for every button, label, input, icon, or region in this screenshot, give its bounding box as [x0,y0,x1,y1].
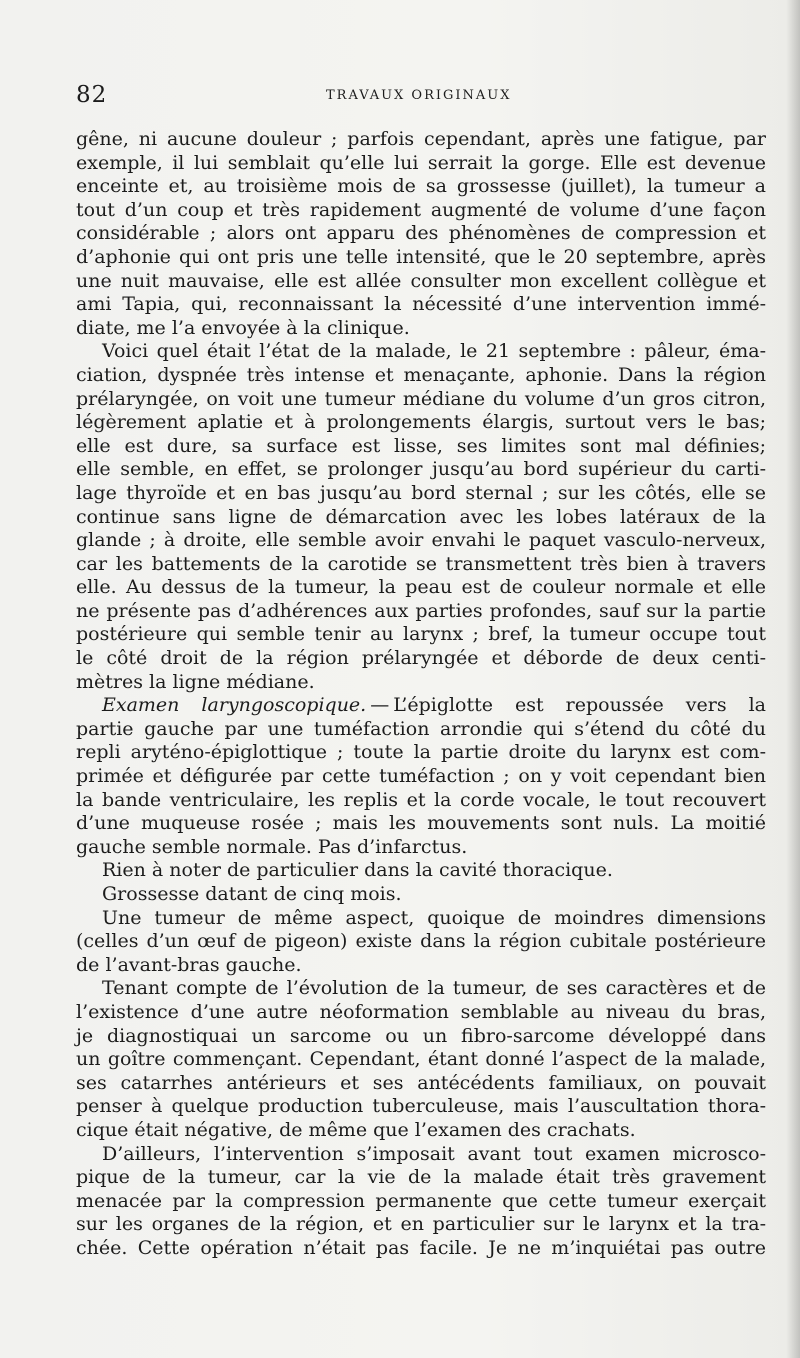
text-line: car les battements de la carotide se transmettent très bien à travers [76,552,766,575]
text-line: partie gauche par une tuméfaction arrondie qui s’étend du côté du [76,717,766,740]
text-line: mètres la ligne médiane. [76,670,315,693]
text-line: diate, me l’a envoyée à la clinique. [76,316,410,339]
text-line: de l’avant-bras gauche. [76,953,302,976]
text-line: penser à quelque production tuberculeuse, mais l’auscultation thora- [76,1095,766,1118]
running-header [76,82,750,112]
text-line: ami Tapia, qui, reconnaissant la nécessité d’une intervention immé- [76,293,766,316]
text-line-rest: L’épiglotte est repoussée vers la [393,694,767,717]
section-heading-italic: Examen laryngoscopique. [102,694,367,717]
text-line: menacée par la compression permanente que cette tumeur exerçait [76,1189,766,1212]
text-line: Voici quel était l’état de la malade, le 21 septembre : pâleur, éma- [102,340,766,363]
text-line: une nuit mauvaise, elle est allée consulter mon excellent collègue et [76,269,766,292]
text-line: Rien à noter de particulier dans la cavité thoracique. [102,859,613,882]
text-line: primée et défigurée par cette tuméfaction ; on y voit cependant bien [76,765,766,788]
text-line: continue sans ligne de démarcation avec les lobes latéraux de la [76,505,766,528]
text-line: Tenant compte de l’évolution de la tumeur, de ses caractères et de [102,977,766,1000]
text-line: enceinte et, au troisième mois de sa grossesse (juillet), la tumeur a [76,175,766,198]
text-line: tout d’un coup et très rapidement augmenté de volume d’une façon [76,198,766,221]
text-line: repli aryténo-épiglottique ; toute la partie droite du larynx est com- [76,741,766,764]
text-line [76,694,766,718]
text-line: d’aphonie qui ont pris une telle intensité, que le 20 septembre, après [76,245,766,268]
text-line: ne présente pas d’adhérences aux parties profondes, sauf sur la partie [76,599,766,622]
text-line: considérable ; alors ont apparu des phénomènes de compression et [76,222,766,245]
text-line: elle semble, en effet, se prolonger jusqu’au bord supérieur du carti- [76,458,766,481]
text-line: gêne, ni aucune douleur ; parfois cependant, après une fatigue, par [76,128,766,150]
text-line: ses catarrhes antérieurs et ses antécédents familiaux, on pouvait [76,1071,766,1094]
text-line: chée. Cette opération n’était pas facile. Je ne m’inquiétai pas outre [76,1236,766,1259]
text-line: un goître commençant. Cependant, étant donné l’aspect de la malade, [76,1048,766,1071]
text-line: Une tumeur de même aspect, quoique de moindres dimensions [102,906,766,929]
running-title: TRAVAUX ORIGINAUX [326,88,512,103]
text-line: elle. Au dessus de la tumeur, la peau est de couleur normale et elle [76,576,766,599]
page-edge-shadow [786,0,800,1358]
text-line: exemple, il lui semblait qu’elle lui serrait la gorge. Elle est devenue [76,151,766,174]
text-line: gauche semble normale. Pas d’infarctus. [76,835,468,858]
text-line: D’ailleurs, l’intervention s’imposait avant tout examen microsco- [102,1142,766,1165]
text-line: lage thyroïde et en bas jusqu’au bord sternal ; sur les côtés, elle se [76,481,766,504]
text-line: Grossesse datant de cinq mois. [102,883,402,905]
text-line: postérieure qui semble tenir au larynx ; bref, la tumeur occupe tout [76,623,766,646]
body-text [76,128,766,1261]
text-line: la bande ventriculaire, les replis et la corde vocale, le tout recouvert [76,788,766,811]
text-line: sur les organes de la région, et en particulier sur le larynx et la tra- [76,1213,766,1236]
text-line: glande ; à droite, elle semble avoir envahi le paquet vasculo-nerveux, [76,529,766,552]
text-line: le côté droit de la région prélaryngée et déborde de deux centi- [76,647,766,670]
text-line: légèrement aplatie et à prolongements élargis, surtout vers le bas; [76,411,766,434]
text-line: cique était négative, de même que l’examen des crachats. [76,1118,636,1141]
text-line: ciation, dyspnée très intense et menaçante, aphonie. Dans la région [76,363,766,386]
page-number: 82 [76,82,108,108]
text-line: elle est dure, sa surface est lisse, ses limites sont mal définies; [76,434,766,457]
text-line: (celles d’un œuf de pigeon) existe dans la région cubitale postérieure [76,930,766,953]
em-dash: — [370,694,390,717]
text-line: pique de la tumeur, car la vie de la malade était très gravement [76,1166,766,1189]
text-line: je diagnostiquai un sarcome ou un fibro-sarcome développé dans [76,1024,766,1047]
text-line: l’existence d’une autre néoformation semblable au niveau du bras, [76,1000,766,1023]
text-line: d’une muqueuse rosée ; mais les mouvements sont nuls. La moitié [76,812,766,835]
text-line: prélaryngée, on voit une tumeur médiane du volume d’un gros citron, [76,387,766,410]
